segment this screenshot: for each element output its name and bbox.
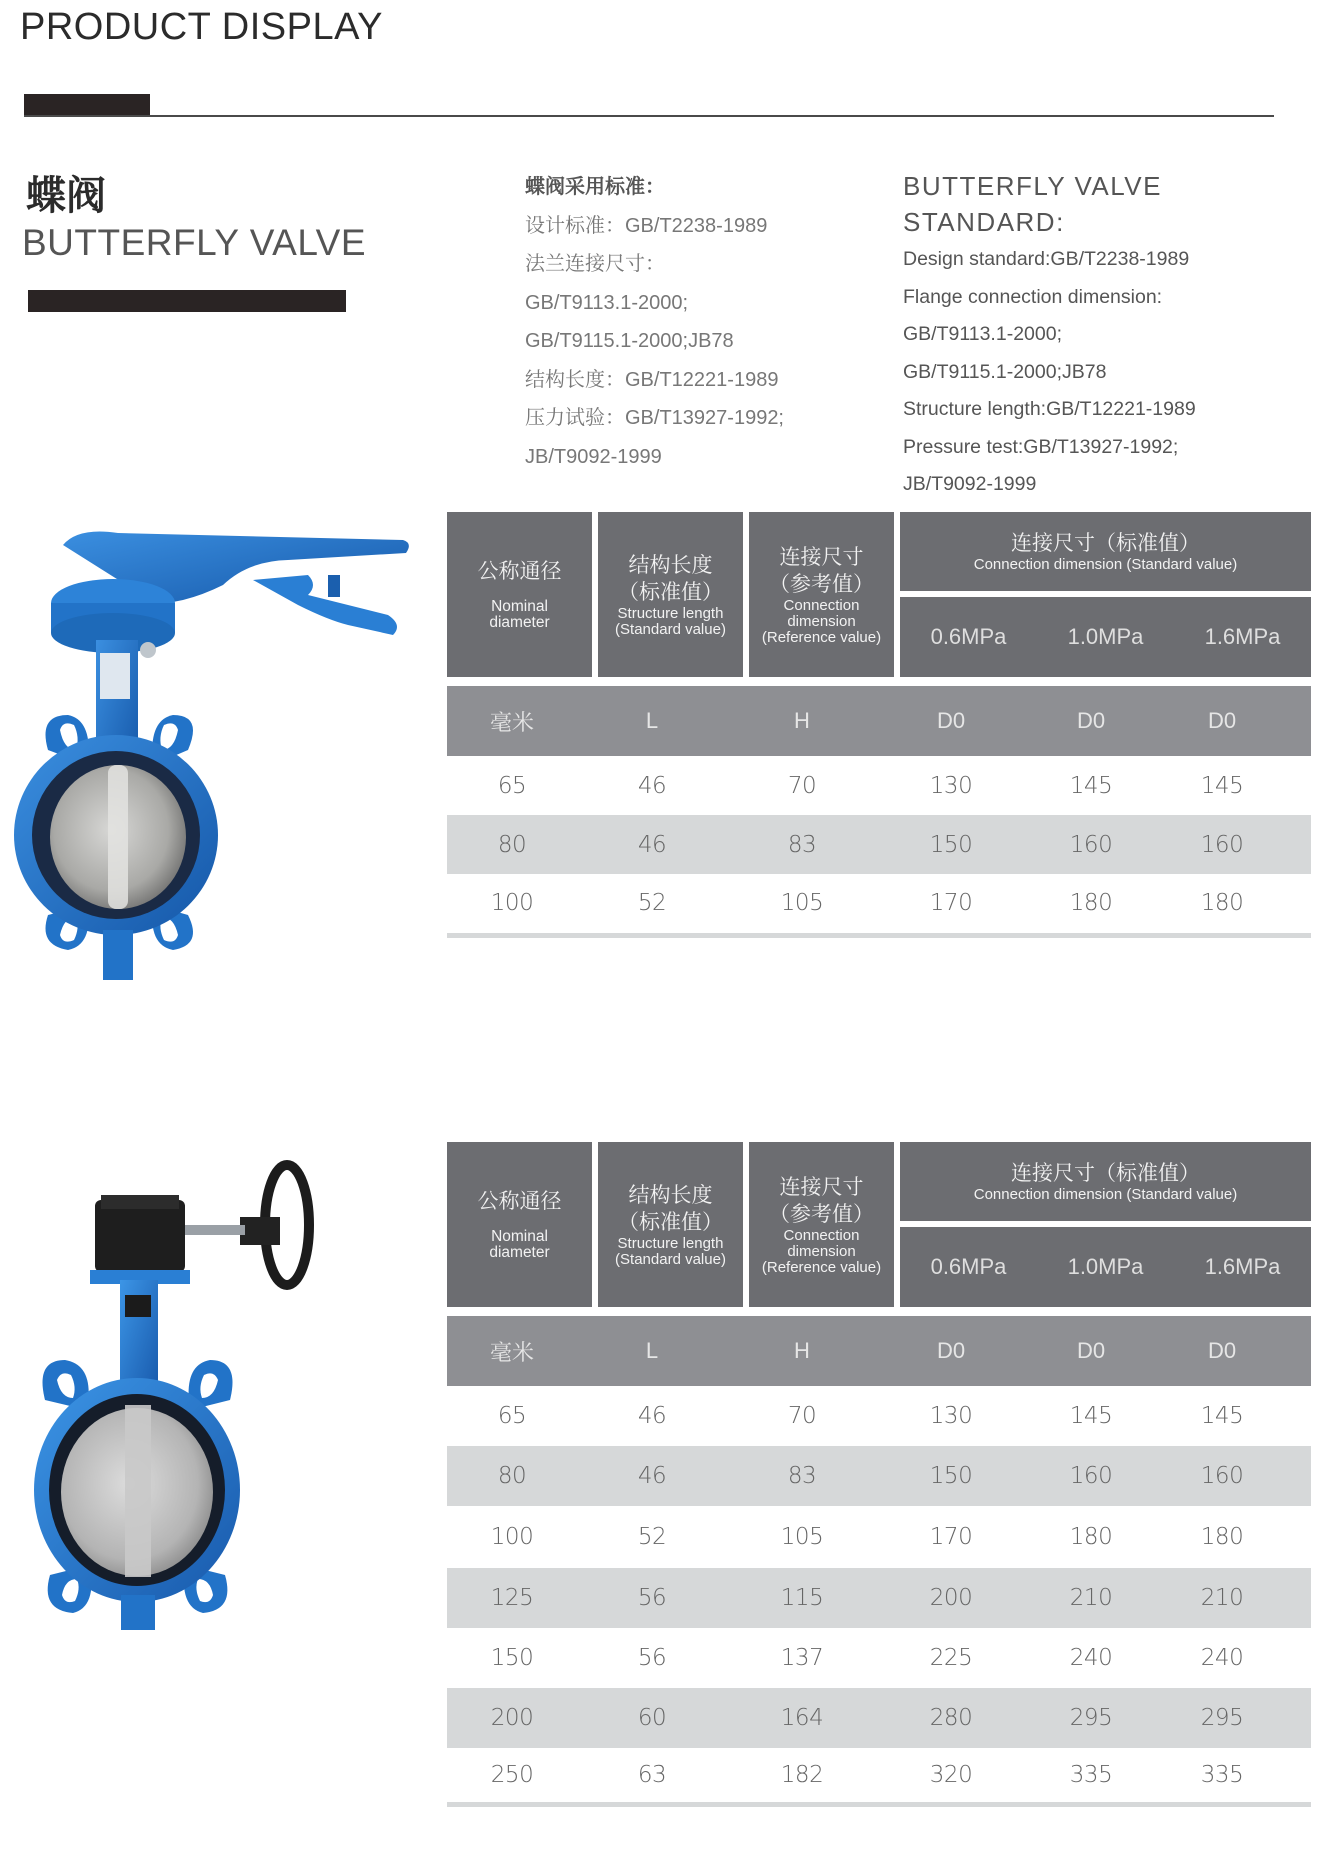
- units-row: 毫米 L H D0 D0 D0: [447, 686, 1311, 756]
- header-connection-standard: 连接尺寸（标准值） Connection dimension (Standard value): [900, 512, 1311, 591]
- lever-butterfly-valve-image: [8, 525, 418, 985]
- product-accent-bar: [28, 290, 346, 312]
- standards-cn-line: 设计标准：GB/T2238-1989: [525, 214, 768, 237]
- gear-butterfly-valve-image: [25, 1155, 325, 1655]
- page-title: PRODUCT DISPLAY: [20, 6, 383, 48]
- standards-cn: [525, 168, 784, 476]
- standards-en-heading: BUTTERFLY VALVE STANDARD:: [903, 171, 1162, 237]
- header-connection-reference: 连接尺寸 （参考值） Connection dimension (Reference value): [749, 512, 894, 677]
- spec-table-1: [447, 512, 1311, 938]
- table-row: 150 56 137 225 240 240: [490, 1645, 1244, 1671]
- table-row: 100 52 105 170 180 180: [490, 1524, 1244, 1550]
- pressure-1-0mpa: 1.0MPa: [1067, 1254, 1144, 1279]
- pressure-0-6mpa: 0.6MPa: [930, 624, 1007, 649]
- pressure-1-0mpa: 1.0MPa: [1067, 624, 1144, 649]
- title-accent-bar: [24, 94, 150, 116]
- table-row: 80 46 83 150 160 160: [447, 1446, 1311, 1506]
- pressure-0-6mpa: 0.6MPa: [930, 1254, 1007, 1279]
- standards-cn-line: 结构长度：GB/T12221-1989: [525, 368, 779, 391]
- pressure-1-6mpa: 1.6MPa: [1204, 624, 1281, 649]
- header-structure-length: 结构长度 （标准值） Structure length (Standard value): [598, 1142, 743, 1307]
- standards-cn-line: GB/T9113.1-2000;: [525, 291, 689, 314]
- standards-en-line: JB/T9092-1999: [903, 473, 1037, 495]
- header-connection-reference: 连接尺寸 （参考值） Connection dimension (Reference value): [749, 1142, 894, 1307]
- table-footer-rule: [447, 1802, 1311, 1807]
- table-row: 100 52 105 170 180 180: [490, 890, 1244, 916]
- table-row: 125 56 115 200 210 210: [447, 1568, 1311, 1628]
- header-structure-length: 结构长度 （标准值） Structure length (Standard value): [598, 512, 743, 677]
- standards-en: [903, 168, 1328, 504]
- standards-cn-line: 压力试验：GB/T13927-1992;: [525, 407, 784, 429]
- header-nominal-diameter: 公称通径 Nominal diameter: [447, 1142, 592, 1307]
- table-footer-rule: [447, 933, 1311, 938]
- standards-en-line: Flange connection dimension:: [903, 285, 1163, 308]
- standards-en-line: GB/T9115.1-2000;JB78: [903, 360, 1107, 383]
- header-nominal-diameter: 公称通径 Nominal diameter: [447, 512, 592, 677]
- standards-en-line: Design standard:GB/T2238-1989: [903, 248, 1190, 270]
- table-row: 80 46 83 150 160 160: [447, 815, 1311, 874]
- standards-cn-line: 法兰连接尺寸：: [525, 253, 665, 275]
- product-name-en: BUTTERFLY VALVE: [22, 222, 367, 263]
- table-row: 65 46 70 130 145 145: [497, 772, 1244, 799]
- product-name-cn: 蝶阀: [26, 174, 106, 218]
- standards-en-line: Pressure test:GB/T13927-1992;: [903, 435, 1179, 458]
- standards-en-line: Structure length:GB/T12221-1989: [903, 398, 1196, 420]
- standards-cn-line: JB/T9092-1999: [525, 445, 662, 468]
- spec-table-2: [447, 1142, 1311, 1802]
- pressure-1-6mpa: 1.6MPa: [1204, 1254, 1281, 1279]
- header-pressure-classes: [900, 1227, 1311, 1307]
- standards-cn-line: GB/T9115.1-2000;JB78: [525, 330, 734, 352]
- header-pressure-classes: [900, 597, 1311, 677]
- title-divider: [24, 115, 1274, 117]
- table-row: 250 63 182 320 335 335: [490, 1762, 1244, 1788]
- table-row: 200 60 164 280 295 295: [447, 1688, 1311, 1748]
- standards-cn-heading: 蝶阀采用标准：: [525, 176, 665, 198]
- header-connection-standard: 连接尺寸（标准值） Connection dimension (Standard value): [900, 1142, 1311, 1221]
- units-row: 毫米 L H D0 D0 D0: [447, 1316, 1311, 1386]
- standards-en-line: GB/T9113.1-2000;: [903, 323, 1062, 345]
- table-row: 65 46 70 130 145 145: [497, 1403, 1244, 1429]
